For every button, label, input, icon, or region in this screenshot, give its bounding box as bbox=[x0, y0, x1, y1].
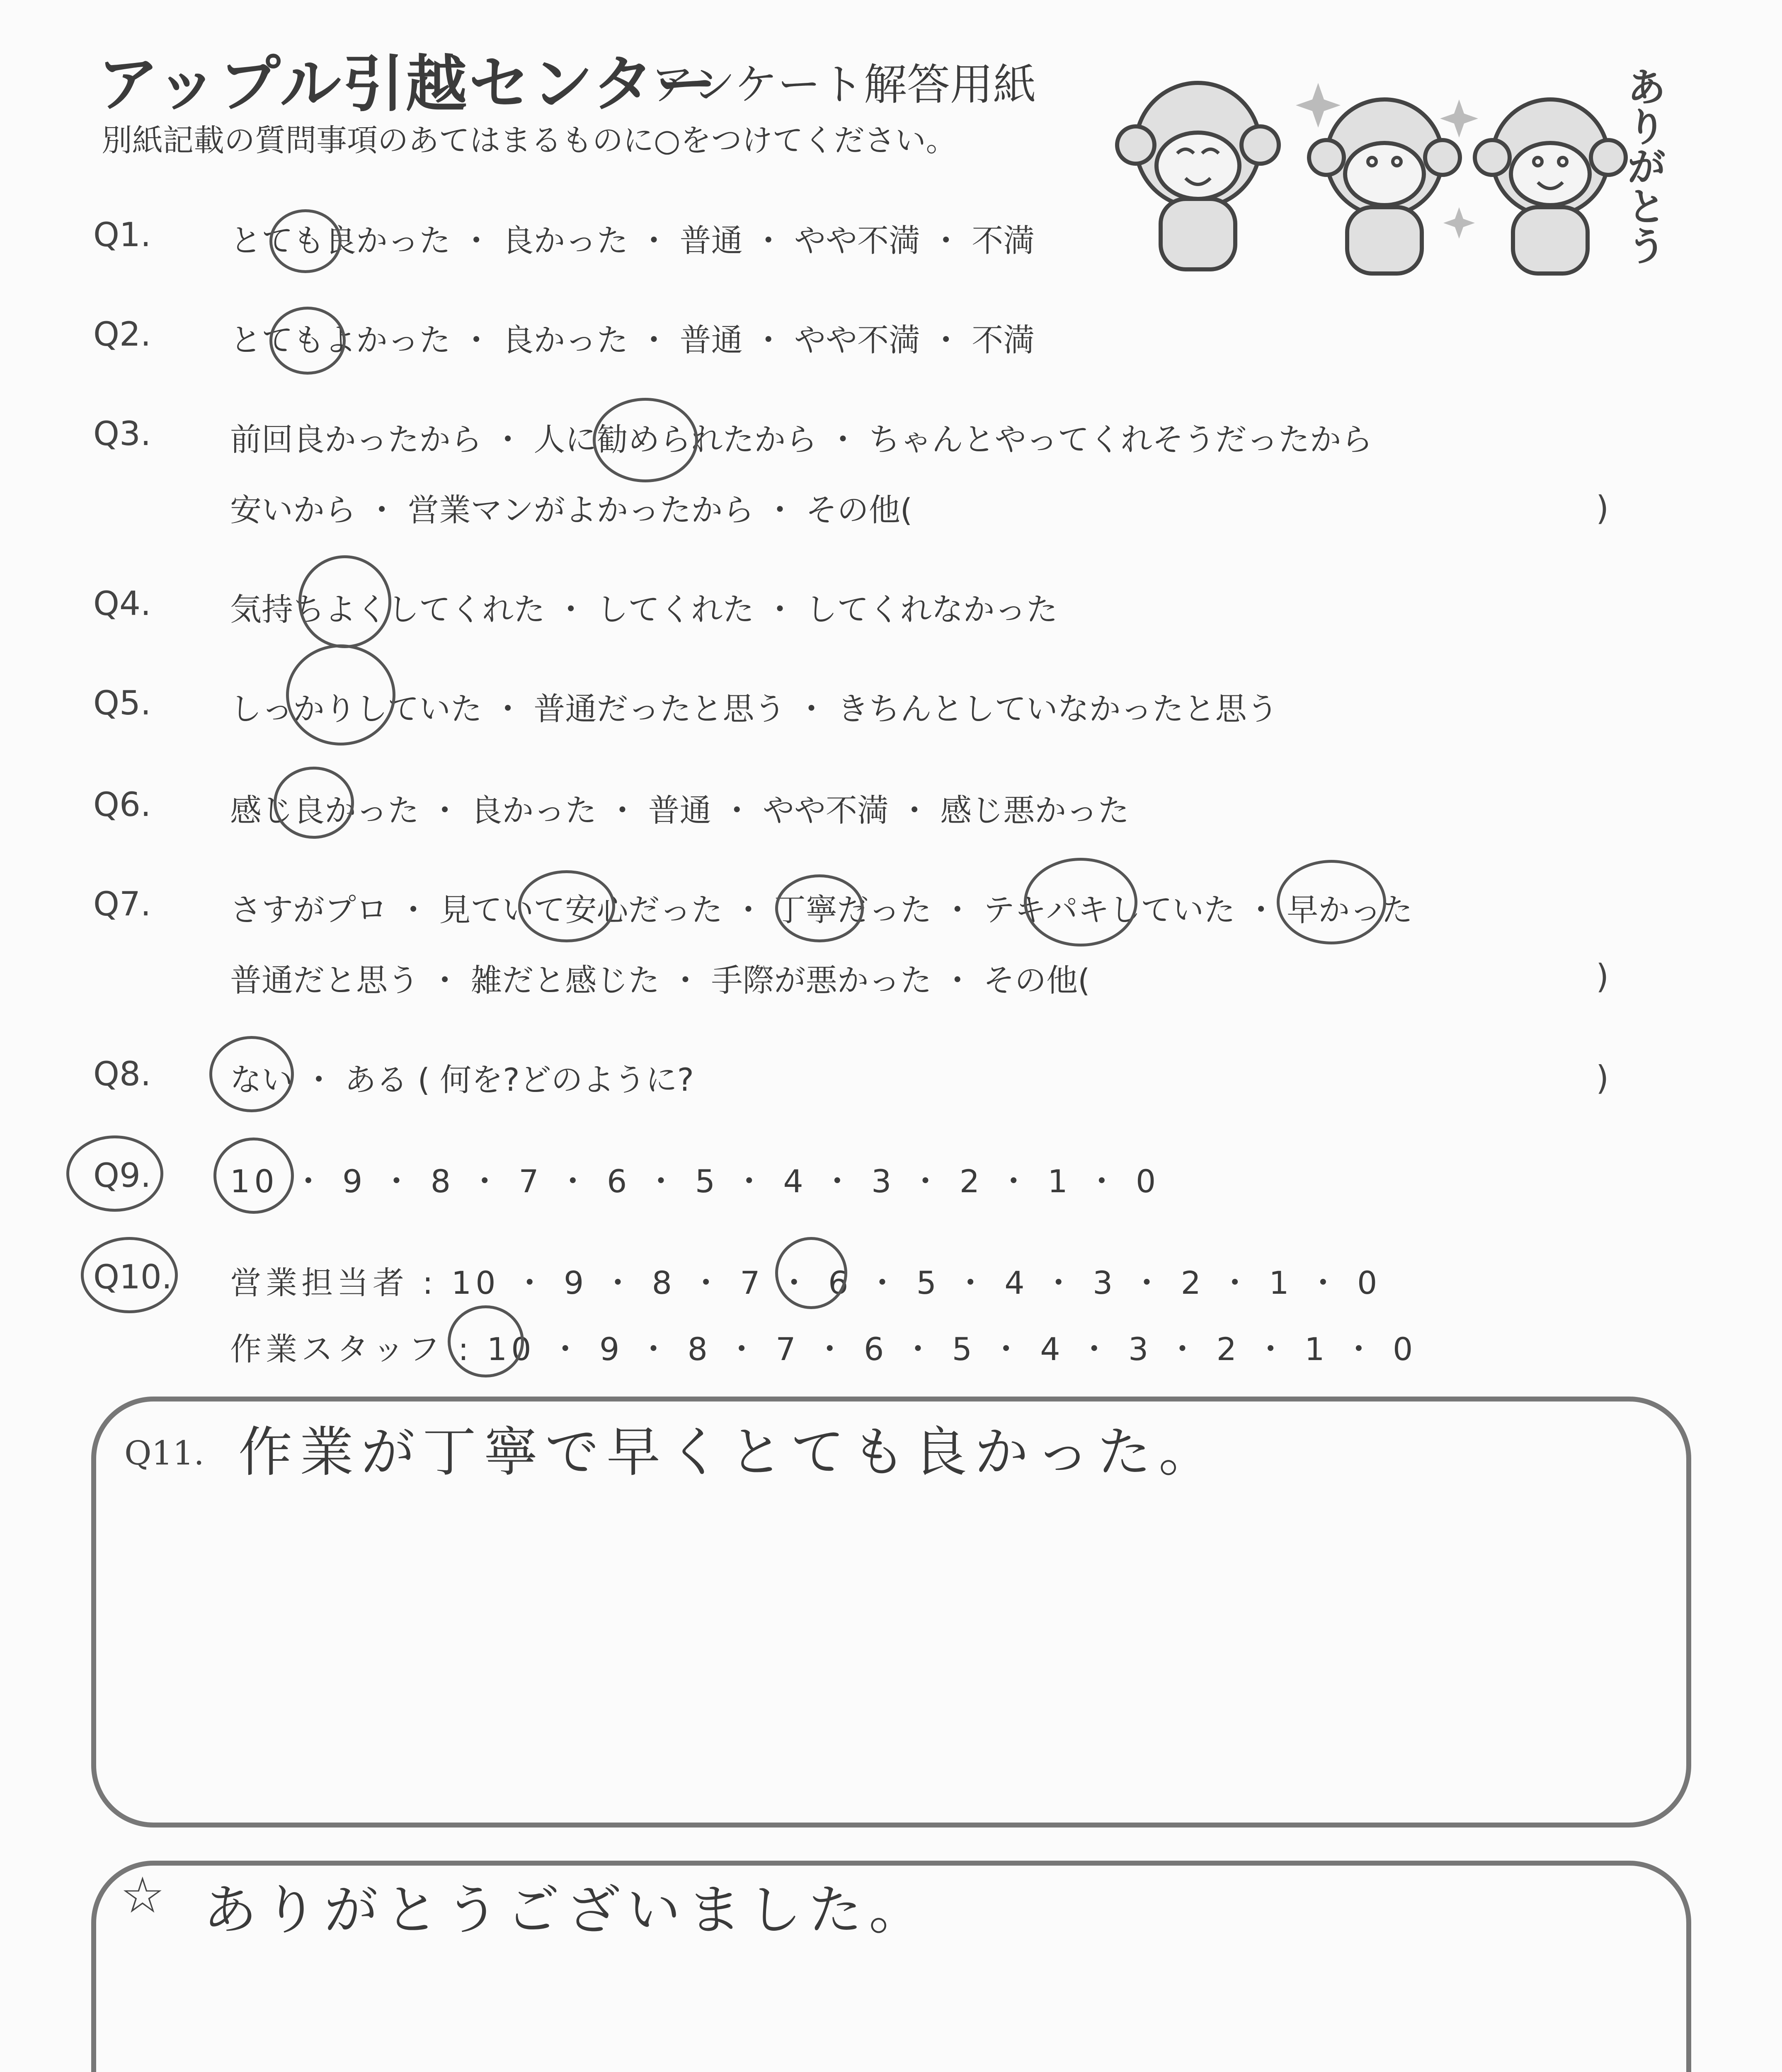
q2-options: とてもよかった ・ 良かった ・ 普通 ・ やや不満 ・ 不満 bbox=[230, 322, 1035, 358]
q11-handwritten-answer: 作業が丁寧で早くとても良かった。 bbox=[238, 1421, 1220, 1484]
instruction-text: 別紙記載の質問事項のあてはまるものに○をつけてください。 bbox=[102, 123, 957, 158]
q4-number: Q4. bbox=[93, 584, 151, 623]
q7-answer-circle-3 bbox=[1024, 858, 1137, 946]
monkey-mascots-illustration bbox=[1103, 50, 1683, 282]
q10-staff-options: 作業スタッフ : 10 ・ 9 ・ 8 ・ 7 ・ 6 ・ 5 ・ 4 ・ 3 ・ 2 ・ 1 ・ 0 bbox=[230, 1331, 1417, 1368]
q10-label-circle bbox=[81, 1237, 178, 1313]
q10-sales-answer-circle bbox=[775, 1237, 847, 1309]
q7-options-line1: さすがプロ ・ 見ていて安心だった ・ 丁寧だった ・ テキパキしていた ・ 早かった bbox=[230, 891, 1413, 928]
q9-number: Q9. bbox=[93, 1156, 151, 1195]
q2-number: Q2. bbox=[93, 315, 151, 353]
q7-close-paren: ) bbox=[1596, 957, 1609, 996]
q11-label: Q11. bbox=[124, 1434, 204, 1472]
q3-number: Q3. bbox=[93, 414, 151, 453]
thank-you-badge: ありがとう bbox=[1620, 66, 1667, 265]
q7-answer-circle-4 bbox=[1277, 860, 1386, 944]
q3-answer-circle bbox=[593, 398, 698, 482]
q9-label-circle bbox=[66, 1135, 163, 1212]
q8-answer-circle bbox=[209, 1036, 294, 1112]
q7-answer-circle-1 bbox=[518, 870, 615, 942]
q6-answer-circle bbox=[274, 767, 354, 839]
q5-options: しっかりしていた ・ 普通だったと思う ・ きちんとしていなかったと思う bbox=[230, 690, 1278, 727]
q4-options: 気持ちよくしてくれた ・ してくれた ・ してくれなかった bbox=[230, 591, 1058, 628]
q2-answer-circle bbox=[269, 307, 346, 375]
q4-answer-circle bbox=[298, 555, 391, 648]
q7-answer-circle-2 bbox=[775, 874, 864, 942]
q1-answer-circle bbox=[269, 209, 342, 273]
q7-number: Q7. bbox=[93, 885, 151, 923]
star-icon: ☆ bbox=[120, 1867, 165, 1924]
q5-answer-circle bbox=[286, 644, 395, 746]
form-subtitle: アンケート解答用紙 bbox=[651, 59, 1036, 110]
q5-number: Q5. bbox=[93, 684, 151, 722]
q8-close-paren: ) bbox=[1596, 1059, 1609, 1097]
q1-options: とても良かった ・ 良かった ・ 普通 ・ やや不満 ・ 不満 bbox=[230, 222, 1035, 259]
q6-options: 感じ良かった ・ 良かった ・ 普通 ・ やや不満 ・ 感じ悪かった bbox=[230, 792, 1130, 829]
q9-answer-circle bbox=[213, 1138, 294, 1214]
q1-number: Q1. bbox=[93, 215, 151, 254]
q8-options: ない ・ ある ( 何を?どのように? bbox=[230, 1061, 694, 1098]
q10-staff-answer-circle bbox=[448, 1305, 524, 1377]
q3-options-line2: 安いから ・ 営業マンがよかったから ・ その他( bbox=[230, 491, 913, 528]
form-title: アップル引越センター bbox=[97, 48, 718, 120]
q8-number: Q8. bbox=[93, 1055, 151, 1093]
q7-options-line2: 普通だと思う ・ 雑だと感じた ・ 手際が悪かった ・ その他( bbox=[230, 962, 1090, 999]
message-handwritten-text: ありがとうございました。 bbox=[203, 1878, 930, 1941]
q3-options-line1: 前回良かったから ・ 人に勧められたから ・ ちゃんとやってくれそうだったから bbox=[230, 421, 1373, 458]
q10-number: Q10. bbox=[93, 1258, 172, 1296]
q3-close-paren: ) bbox=[1596, 489, 1609, 528]
q10-sales-options: 営業担当者 : 10 ・ 9 ・ 8 ・ 7 ・ 6 ・ 5 ・ 4 ・ 3 ・ 2 ・ 1 ・ 0 bbox=[230, 1264, 1382, 1301]
q9-options: 10 ・ 9 ・ 8 ・ 7 ・ 6 ・ 5 ・ 4 ・ 3 ・ 2 ・ 1 ・ 0 bbox=[230, 1163, 1160, 1200]
q6-number: Q6. bbox=[93, 785, 151, 824]
